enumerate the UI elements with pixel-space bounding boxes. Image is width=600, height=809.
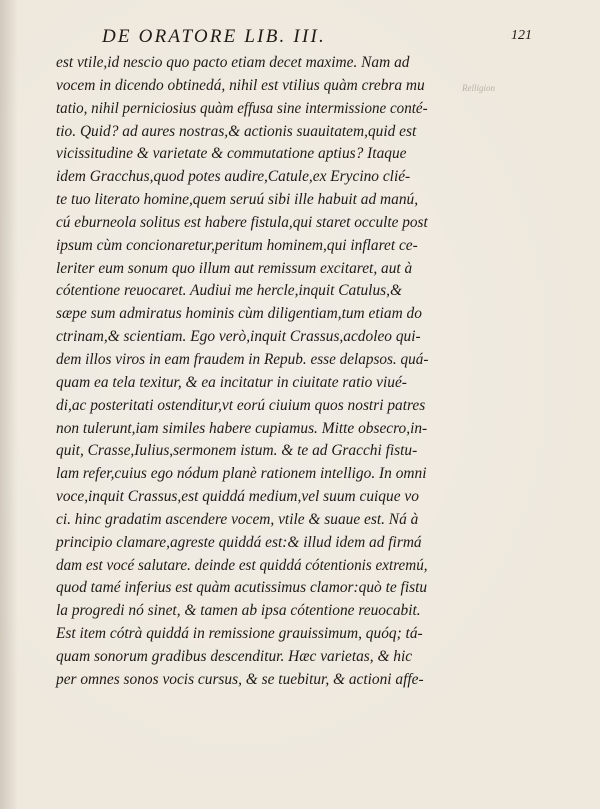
running-head: DE ORATORE LIB. III. (102, 26, 326, 47)
text-line: lam refer,cuius ego nódum planè rationem intelligo. In omni (56, 465, 427, 483)
text-line: sæpe sum admiratus hominis cùm diligentiam,tum etiam do (56, 305, 422, 323)
page-header (102, 26, 532, 48)
text-line: quam ea tela texitur, & ea incitatur in ciuitate ratio viué- (56, 373, 407, 391)
page-number: 121 (511, 28, 532, 43)
text-line: dam est vocé salutare. deinde est quiddá cótentionis extremú, (56, 556, 428, 574)
text-line: Est item cótrà quiddá in remissione grauissimum, quóq; tá- (56, 625, 423, 643)
text-line: tio. Quid? ad aures nostras,& actionis suauitatem,quid est (56, 122, 417, 140)
text-line: ctrinam,& scientiam. Ego verò,inquit Crassus,acdoleo qui- (56, 328, 421, 346)
text-line: dem illos viros in eam fraudem in Repub. esse delapsos. quá- (56, 350, 429, 368)
text-line: tatio, nihil perniciosius quàm effusa sine intermissione conté- (56, 99, 428, 117)
text-line: vicissitudine & varietate & commutatione aptius? Itaque (56, 145, 407, 163)
body-text (56, 52, 428, 692)
text-line: leriter eum sonum quo illum aut remissum excitaret, aut à (56, 259, 413, 277)
text-line: non tulerunt,iam similes habere cupiamus. Mitte obsecro,in- (56, 419, 428, 437)
page-gutter-shadow (0, 0, 18, 809)
text-line: di,ac posteritati ostenditur,vt eorú ciuium quos nostri patres (56, 396, 426, 414)
text-line: te tuo literato homine,quem seruú sibi ille habuit ad manú, (56, 191, 419, 209)
text-line: vocem in dicendo obtinedá, nihil est vtilius quàm crebra mu (56, 76, 425, 94)
text-line: quam sonorum gradibus descenditur. Hæc varietas, & hic (56, 647, 413, 665)
text-line: quit, Crasse,Iulius,sermonem istum. & te ad Gracchi fistu- (56, 442, 418, 460)
text-line: cú eburneola solitus est habere fistula,qui staret occulte post (56, 213, 428, 231)
text-line: voce,inquit Crassus,est quiddá medium,vel suum cuique vo (56, 488, 419, 506)
text-line: la progredi nó sinet, & tamen ab ipsa cótentione reuocabit. (56, 602, 421, 620)
text-line: ipsum cùm concionaretur,peritum hominem,qui inflaret ce- (56, 236, 418, 254)
text-line: principio clamare,agreste quiddá est:& illud idem ad firmá (56, 533, 422, 551)
text-line: idem Gracchus,quod potes audire,Catule,ex Erycino clié- (56, 168, 411, 186)
text-line: cótentione reuocaret. Audiui me hercle,inquit Catulus,& (56, 282, 402, 300)
text-line: quod tamé inferius est quàm acutissimus clamor:quò te fistu (56, 579, 428, 597)
faint-marginal-note: Relligion (462, 83, 495, 93)
text-line: per omnes sonos vocis cursus, & se tuebitur, & actioni affe- (56, 670, 424, 688)
text-line: est vtile,id nescio quo pacto etiam decet maxime. Nam ad (56, 54, 410, 71)
text-line: ci. hinc gradatim ascendere vocem, vtile & suaue est. Ná à (56, 510, 419, 528)
